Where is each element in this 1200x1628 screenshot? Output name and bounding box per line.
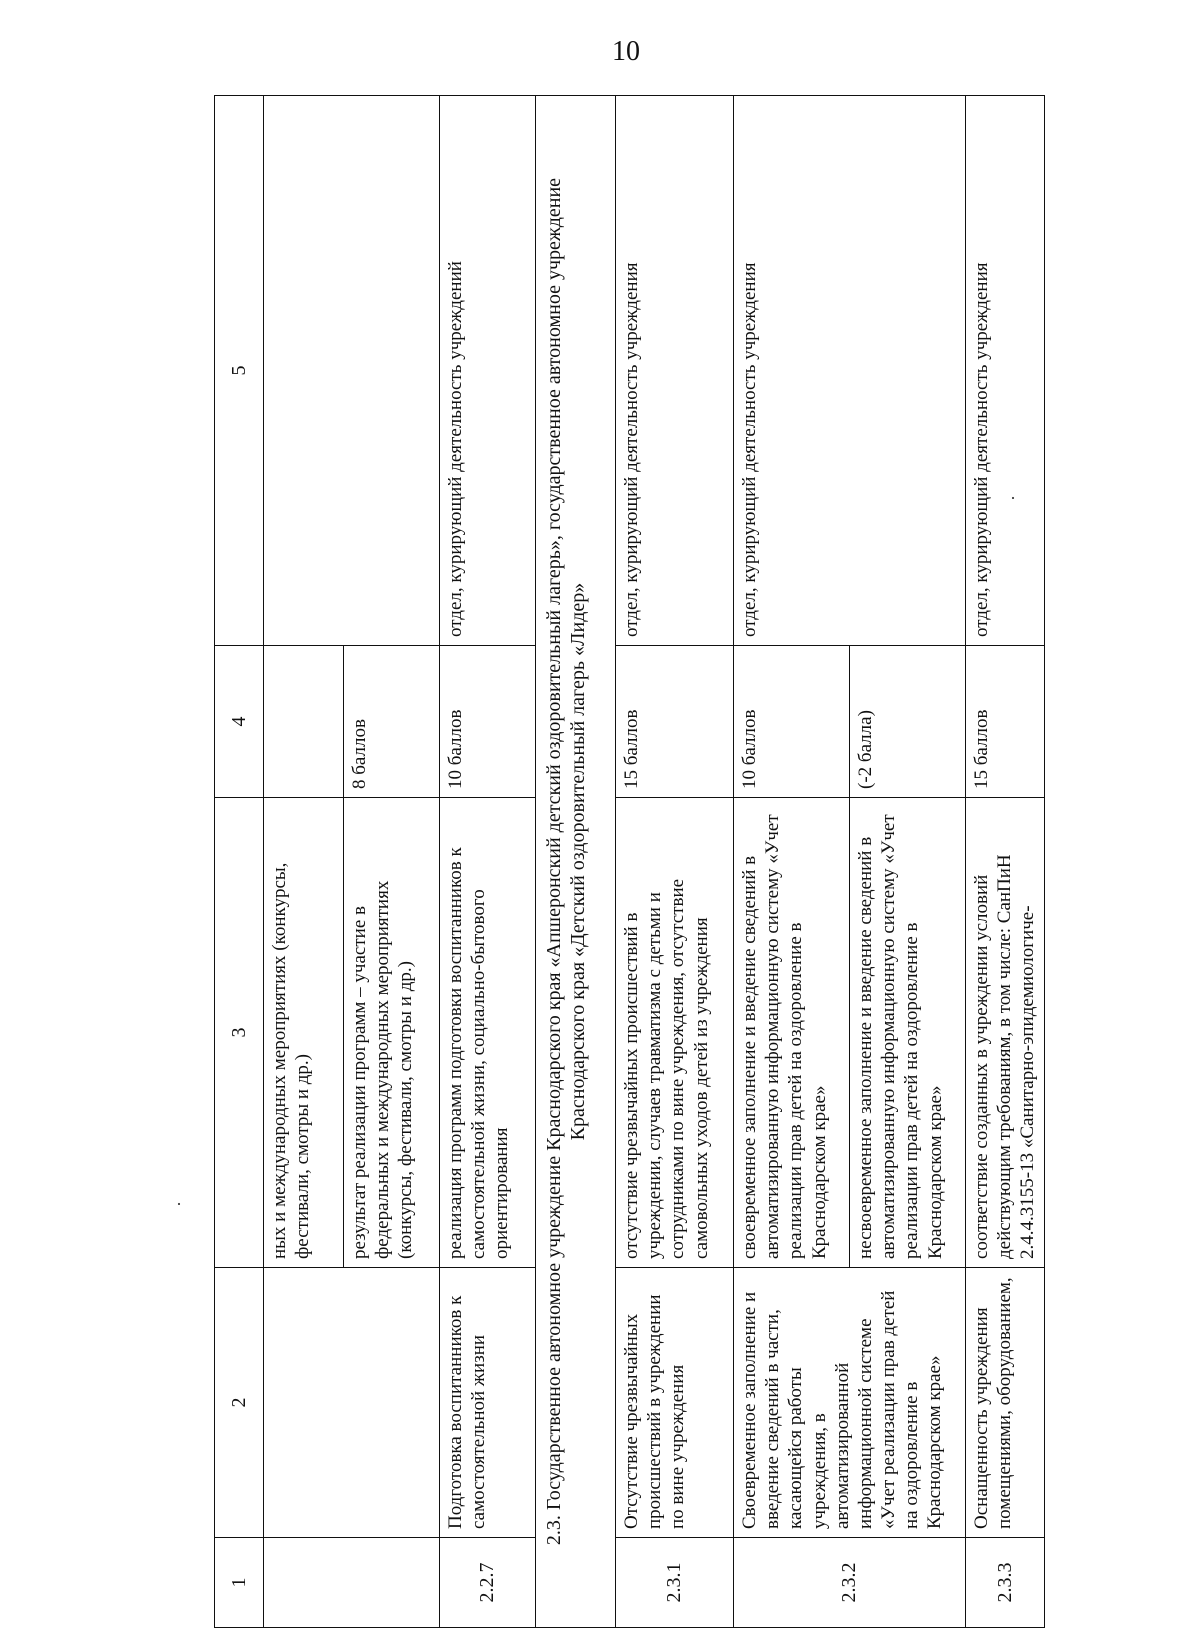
scan-speck: · <box>1010 488 1016 508</box>
responsible-cell: отдел, курирующий деятельность учреждения <box>734 96 966 646</box>
table-header-row <box>215 96 264 1628</box>
responsible-cell: отдел, курирующий деятельность учреждений <box>440 96 536 646</box>
header-col-3: 3 <box>215 798 264 1268</box>
header-col-5: 5 <box>215 96 264 646</box>
row-number: 2.2.7 <box>440 1538 536 1628</box>
indicator-cell: отсутствие чрезвычайных происшествий в учреждении, случаев травматизма с детьми и сотрудниками по вине учреждения, отсутствие самовольных уходов детей из учреждения <box>616 798 734 1268</box>
header-col-1: 1 <box>215 1538 264 1628</box>
points-cell <box>264 646 344 798</box>
points-cell: 15 баллов <box>616 646 734 798</box>
table-row <box>440 96 536 1628</box>
indicator-cell: соответствие созданных в учреждении условий действующим требованиям, в том числе: СанПиН 2.4.4.3155-13 «Санитарно-эпидемиологиче- <box>966 798 1045 1268</box>
indicator-cell: реализация программ подготовки воспитанников к самостоятельной жизни, социально-бытового ориентирования <box>440 798 536 1268</box>
header-col-4: 4 <box>215 646 264 798</box>
responsible-cell: отдел, курирующий деятельность учреждения <box>966 96 1045 646</box>
criterion-cell: Своевременное заполнение и введение сведений в части, касающейся работы учреждения, в автоматизированной информационной системе «Учет реализации прав детей на оздоровление в Краснодарском крае» <box>734 1268 966 1538</box>
row-number: 2.3.1 <box>616 1538 734 1628</box>
criteria-table <box>214 95 1045 1628</box>
indicator-cell: результат реализации программ – участие в федеральных и международных мероприятиях (конкурсы, фестивали, смотры и др.) <box>344 798 440 1268</box>
section-row <box>536 96 616 1628</box>
indicator-cell: ных и международных мероприятиях (конкурсы, фестивали, смотры и др.) <box>264 798 344 1268</box>
table-row <box>616 96 734 1628</box>
points-cell: 10 баллов <box>734 646 850 798</box>
responsible-cell <box>264 96 440 646</box>
indicator-cell: своевременное заполнение и введение сведений в автоматизированную информационную систему «Учет реализации прав детей на оздоровление в Краснодарском крае» <box>734 798 850 1268</box>
table-row <box>966 96 1045 1628</box>
points-cell: 15 баллов <box>966 646 1045 798</box>
rotated-table-frame <box>214 96 1039 1628</box>
responsible-cell: отдел, курирующий деятельность учреждения <box>616 96 734 646</box>
points-cell: 10 баллов <box>440 646 536 798</box>
points-cell: (-2 балла) <box>850 646 966 798</box>
section-heading: 2.3. Государственное автономное учреждение Краснодарского края «Апшеронский детский оздоровительный лагерь», государственное автономное учреждение Краснодарского края «Детский оздоровительный лагерь «Лидер» <box>536 96 616 1628</box>
criterion-cell: Отсутствие чрезвычайных происшествий в учреждении по вине учреждения <box>616 1268 734 1538</box>
row-number: 2.3.2 <box>734 1538 966 1628</box>
row-number <box>264 1538 440 1628</box>
criterion-cell: Подготовка воспитанников к самостоятельной жизни <box>440 1268 536 1538</box>
table-row <box>734 96 850 1628</box>
page-number: 10 <box>612 36 640 67</box>
row-number: 2.3.3 <box>966 1538 1045 1628</box>
scan-speck: · <box>176 1194 182 1214</box>
indicator-cell: несвоевременное заполнение и введение сведений в автоматизированную информационную систему «Учет реализации прав детей на оздоровление в Краснодарском крае» <box>850 798 966 1268</box>
points-cell: 8 баллов <box>344 646 440 798</box>
table-row <box>264 96 344 1628</box>
header-col-2: 2 <box>215 1268 264 1538</box>
criterion-cell: Оснащенность учреждения помещениями, оборудованием, <box>966 1268 1045 1538</box>
criterion-cell <box>264 1268 440 1538</box>
